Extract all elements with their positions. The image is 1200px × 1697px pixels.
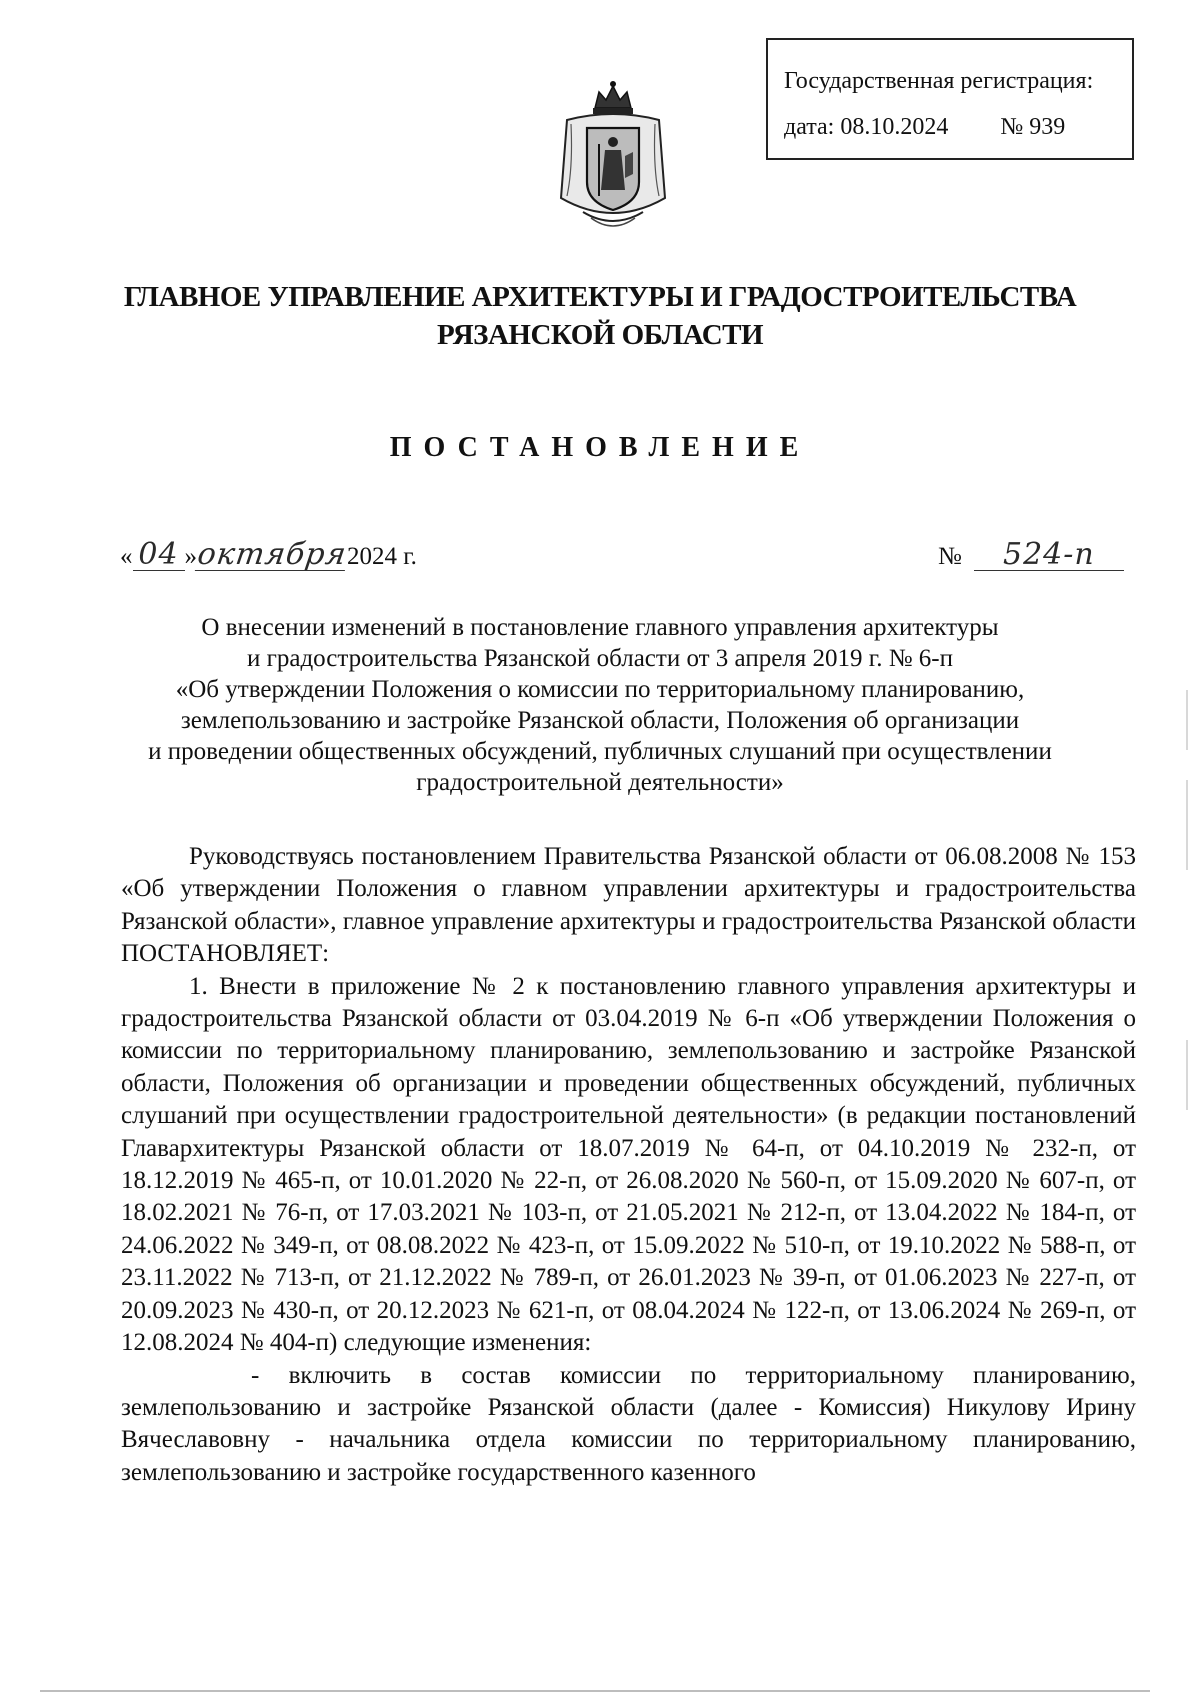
date-open-quote: « <box>120 543 133 570</box>
date-close-quote: » <box>184 543 197 570</box>
body-paragraph-preamble: Руководствуясь постановлением Правительства Рязанской области от 06.08.2008 № 153 «Об утверждении Положения о главном управлении архитектуры и градостроительства Рязанской области», главное управление архитектуры и градостроительства Рязанской области ПОСТАНОВЛЯЕТ: <box>121 843 1136 968</box>
scan-bottom-edge <box>40 1690 1150 1692</box>
number-prefix: № <box>938 543 962 570</box>
agency-name-line1: ГЛАВНОЕ УПРАВЛЕНИЕ АРХИТЕКТУРЫ И ГРАДОСТРОИТЕЛЬСТВА <box>123 281 1077 313</box>
scan-edge-mark <box>1186 1040 1188 1110</box>
document-date <box>120 537 417 572</box>
scan-edge-mark <box>1186 690 1188 750</box>
subject-line: землепользованию и застройке Рязанской области, Положения об организации <box>180 707 1020 734</box>
handwritten-month: октября <box>195 537 349 572</box>
subject-line: градостроительной деятельности» <box>416 769 784 796</box>
agency-name-line2: РЯЗАНСКОЙ ОБЛАСТИ <box>436 319 764 351</box>
registration-title: Государственная регистрация: <box>784 68 1094 94</box>
ryazan-coat-of-arms-icon <box>553 78 673 238</box>
document-type: ПОСТАНОВЛЕНИЕ <box>389 432 811 463</box>
registration-details <box>784 104 1132 150</box>
registration-number: № 939 <box>1000 114 1066 140</box>
handwritten-number: 524-п <box>974 540 1124 571</box>
subject-line: «Об утверждении Положения о комиссии по территориальному планированию, <box>175 676 1025 703</box>
registration-date: дата: 08.10.2024 <box>784 114 949 140</box>
handwritten-day: 04 <box>133 540 185 571</box>
subject-line: О внесении изменений в постановление главного управления архитектуры <box>201 614 999 641</box>
body-paragraph-item-1: 1. Внести в приложение № 2 к постановлению главного управления архитектуры и градостроительства Рязанской области от 03.04.2019 № 6-п «Об утверждении Положения о комиссии по территориальному планированию, землепользованию и застройке Рязанской области, Положения об организации и проведении общественных обсуждений, публичных слушаний при осуществлении градостроительной деятельности» (в редакции постановлений Главархитектуры Рязанской области от 18.07.2019 № 64-п, от 04.10.2019 № 232-п, от 18.12.2019 № 465-п, от 10.01.2020 № 22-п, от 26.08.2020 № 560-п, от 15.09.2020 № 607-п, от 18.02.2021 № 76-п, от 17.03.2021 № 103-п, от 21.05.2021 № 212-п, от 13.04.2022 № 184-п, от 24.06.2022 № 349-п, от 08.08.2022 № 423-п, от 15.09.2022 № 510-п, от 19.10.2022 № 588-п, от 23.11.2022 № 713-п, от 21.12.2022 № 789-п, от 26.01.2023 № 39-п, от 01.06.2023 № 227-п, от 20.09.2023 № 430-п, от 20.12.2023 № 621-п, от 08.04.2024 № 122-п, от 13.06.2024 № 269-п, от 12.08.2024 № 404-п) следующие изменения: <box>121 972 1136 1357</box>
agency-name <box>0 278 1200 354</box>
subject-line: и проведении общественных обсуждений, публичных слушаний при осуществлении <box>148 738 1052 765</box>
document-body <box>121 841 1136 1489</box>
date-year: 2024 г. <box>347 543 417 570</box>
scan-edge-mark <box>1186 780 1188 870</box>
subject-line: и градостроительства Рязанской области от 3 апреля 2019 г. № 6-п <box>246 645 954 672</box>
body-paragraph-dash-item: - включить в состав комиссии по территориальному планированию, землепользованию и застройке Рязанской области (далее - Комиссия) Никулову Ирину Вячеславовну - начальника отдела комиссии по территориальному планированию, землепользованию и застройке государственного казенного <box>121 1361 1136 1486</box>
registration-stamp <box>766 38 1134 160</box>
document-number <box>938 537 1124 572</box>
document-subject <box>100 612 1100 798</box>
